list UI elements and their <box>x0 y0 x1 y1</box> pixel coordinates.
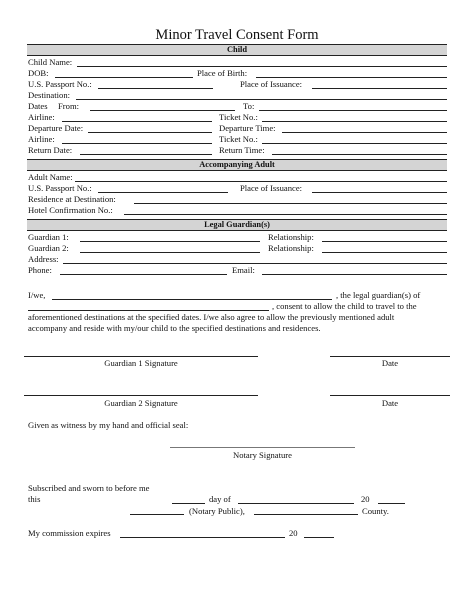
year-prefix-label: 20 <box>361 494 370 504</box>
ticket-field-2[interactable] <box>262 143 447 144</box>
notary-public-field[interactable] <box>130 514 184 515</box>
child-passport-field[interactable] <box>98 88 213 89</box>
notary-signature-line[interactable] <box>170 447 355 448</box>
commission-date-field[interactable] <box>120 537 285 538</box>
witness-text: Given as witness by my hand and official seal: <box>28 420 189 430</box>
dates-label: Dates <box>28 101 48 111</box>
return-time-label: Return Time: <box>219 145 265 155</box>
day-field[interactable] <box>172 503 205 504</box>
phone-label: Phone: <box>28 265 52 275</box>
hotel-confirmation-field[interactable] <box>124 214 447 215</box>
date-1-line[interactable] <box>330 356 450 357</box>
county-field[interactable] <box>254 514 358 515</box>
legal-guardian-text: , the legal guardian(s) of <box>336 290 421 300</box>
child-place-of-issuance-label: Place of Issuance: <box>240 79 303 89</box>
return-date-label: Return Date: <box>28 145 73 155</box>
hotel-confirmation-label: Hotel Confirmation No.: <box>28 205 113 215</box>
return-time-field[interactable] <box>272 154 447 155</box>
notary-signature-label: Notary Signature <box>233 450 292 460</box>
address-label: Address: <box>28 254 59 264</box>
airline-label-1: Airline: <box>28 112 55 122</box>
consent-line-4: accompany and reside with my/our child to the specified destinations and residences. <box>28 323 321 333</box>
destination-field[interactable] <box>76 99 447 100</box>
year-field[interactable] <box>378 503 405 504</box>
adult-name-field[interactable] <box>75 181 447 182</box>
departure-time-field[interactable] <box>282 132 447 133</box>
child-passport-label: U.S. Passport No.: <box>28 79 92 89</box>
month-field[interactable] <box>238 503 354 504</box>
day-of-label: day of <box>209 494 231 504</box>
address-field[interactable] <box>63 263 447 264</box>
date-2-label: Date <box>381 398 399 408</box>
dob-label: DOB: <box>28 68 49 78</box>
guardian-1-field[interactable] <box>80 241 260 242</box>
departure-date-field[interactable] <box>88 132 212 133</box>
subscribed-text: Subscribed and sworn to before me <box>28 483 150 493</box>
guardian-1-signature-label: Guardian 1 Signature <box>104 358 178 368</box>
consent-line-3: aforementioned destinations at the specified dates. I/we also agree to allow the previously mentioned adult <box>28 312 395 322</box>
this-label: this <box>28 494 41 504</box>
relationship-2-field[interactable] <box>322 252 447 253</box>
to-label: To: <box>243 101 255 111</box>
airline-field-1[interactable] <box>62 121 212 122</box>
guardian-1-signature-line[interactable] <box>24 356 258 357</box>
commission-year-field[interactable] <box>304 537 334 538</box>
from-label: From: <box>58 101 80 111</box>
place-of-birth-field[interactable] <box>256 77 447 78</box>
return-date-field[interactable] <box>80 154 212 155</box>
adult-passport-field[interactable] <box>98 192 228 193</box>
child-names-field[interactable] <box>28 310 269 311</box>
child-place-of-issuance-field[interactable] <box>312 88 447 89</box>
iwe-label: I/we, <box>28 290 46 300</box>
airline-label-2: Airline: <box>28 134 55 144</box>
ticket-label-2: Ticket No.: <box>219 134 258 144</box>
adult-place-of-issuance-field[interactable] <box>312 192 447 193</box>
from-date-field[interactable] <box>90 110 235 111</box>
residence-label: Residence at Destination: <box>28 194 116 204</box>
child-name-field[interactable] <box>77 66 447 67</box>
guardian-2-field[interactable] <box>80 252 260 253</box>
phone-field[interactable] <box>60 274 227 275</box>
guardian-2-signature-label: Guardian 2 Signature <box>104 398 178 408</box>
relationship-1-field[interactable] <box>322 241 447 242</box>
page-title: Minor Travel Consent Form <box>155 27 319 43</box>
email-field[interactable] <box>262 274 447 275</box>
commission-label: My commission expires <box>28 528 111 538</box>
departure-date-label: Departure Date: <box>28 123 84 133</box>
adult-name-label: Adult Name: <box>28 172 73 182</box>
email-label: Email: <box>232 265 255 275</box>
section-header-adult: Accompanying Adult <box>27 159 447 171</box>
residence-field[interactable] <box>134 203 447 204</box>
guardian-2-label: Guardian 2: <box>28 243 69 253</box>
consent-to-text: , consent to allow the child to travel to the <box>272 301 417 311</box>
relationship-2-label: Relationship: <box>268 243 314 253</box>
county-label: County. <box>362 506 389 516</box>
date-1-label: Date <box>381 358 399 368</box>
ticket-field-1[interactable] <box>262 121 447 122</box>
departure-time-label: Departure Time: <box>219 123 276 133</box>
guardian-names-field[interactable] <box>52 299 332 300</box>
adult-place-of-issuance-label: Place of Issuance: <box>240 183 303 193</box>
section-header-guardians: Legal Guardian(s) <box>27 219 447 231</box>
guardian-1-label: Guardian 1: <box>28 232 69 242</box>
notary-public-label: (Notary Public), <box>189 506 245 516</box>
to-date-field[interactable] <box>259 110 447 111</box>
date-2-line[interactable] <box>330 395 450 396</box>
place-of-birth-label: Place of Birth: <box>197 68 248 78</box>
airline-field-2[interactable] <box>62 143 212 144</box>
section-header-child: Child <box>27 44 447 56</box>
ticket-label-1: Ticket No.: <box>219 112 258 122</box>
child-name-label: Child Name: <box>28 57 73 67</box>
adult-passport-label: U.S. Passport No.: <box>28 183 92 193</box>
destination-label: Destination: <box>28 90 71 100</box>
guardian-2-signature-line[interactable] <box>24 395 258 396</box>
relationship-1-label: Relationship: <box>268 232 314 242</box>
dob-field[interactable] <box>55 77 193 78</box>
commission-year-prefix: 20 <box>289 528 298 538</box>
